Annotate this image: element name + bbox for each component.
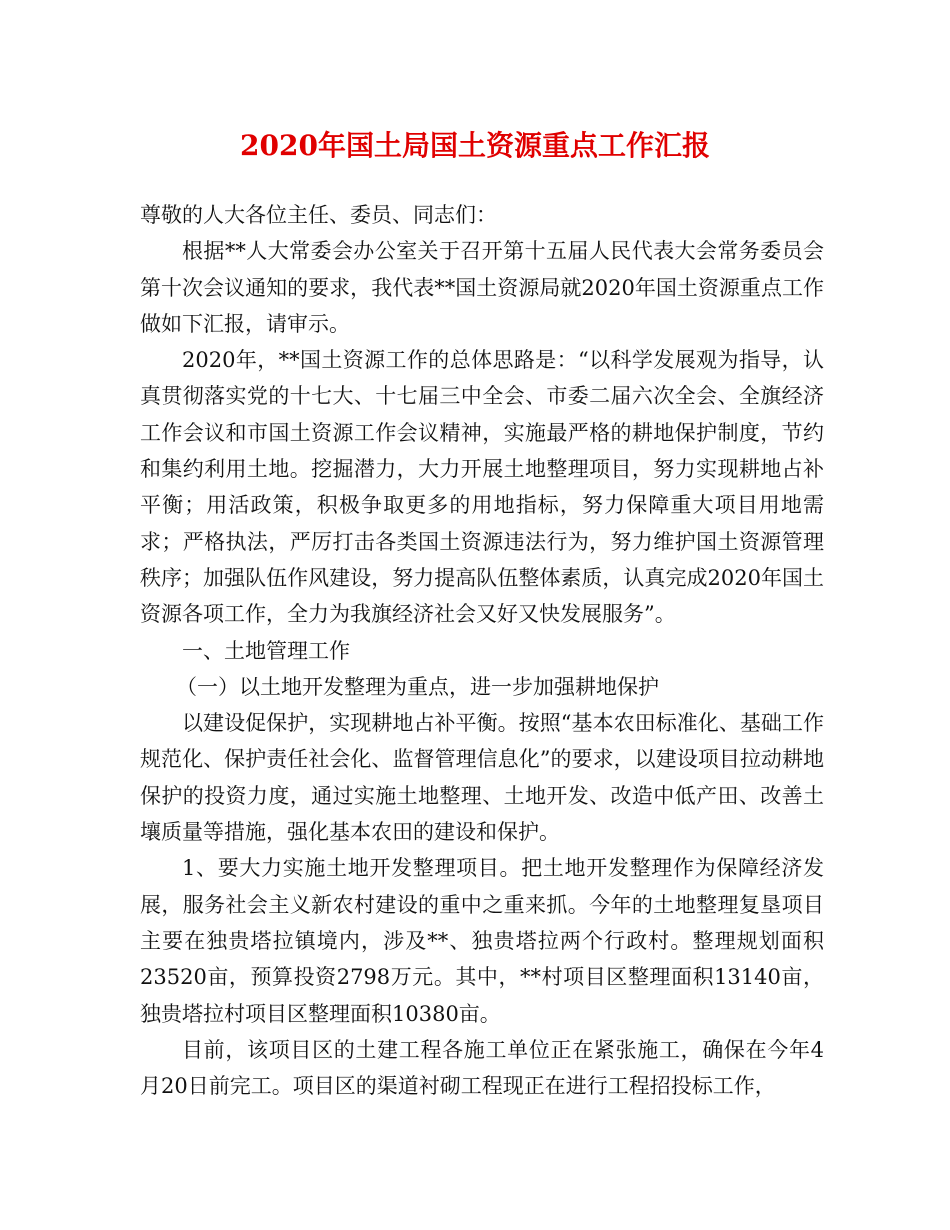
paragraph-land-project: 1、要大力实施土地开发整理项目。把土地开发整理作为保障经济发展，服务社会主义新农村建设的重中之重来抓。今年的土地整理复垦项目主要在独贵塔拉镇境内，涉及**、独贵塔拉两个行政村。整理规划面积23520亩，预算投资2798万元。其中，**村项目区整理面积13140亩，独贵塔拉村项目区整理面积10380亩。: [140, 856, 824, 1026]
document-title: 2020年国土局国土资源重点工作汇报: [240, 129, 710, 162]
subsection-heading: （一）以土地开发整理为重点，进一步加强耕地保护: [176, 674, 659, 699]
document-body: [140, 197, 824, 1104]
paragraph-intro: 根据**人大常委会办公室关于召开第十五届人民代表大会常务委员会第十次会议通知的要求，我代表**国土资源局就2020年国土资源重点工作做如下汇报，请审示。: [140, 239, 824, 336]
salutation: 尊敬的人大各位主任、委员、同志们：: [140, 203, 497, 227]
paragraph-current-status: 目前，该项目区的土建工程各施工单位正在紧张施工，确保在今年4月20日前完工。项目区的渠道衬砌工程现正在进行工程招投标工作，: [140, 1037, 824, 1099]
section-heading: 一、土地管理工作: [182, 638, 350, 663]
paragraph-protection: 以建设促保护，实现耕地占补平衡。按照“基本农田标准化、基础工作规范化、保护责任社会化、监督管理信息化”的要求，以建设项目拉动耕地保护的投资力度，通过实施土地整理、土地开发、改造中低产田、改善土壤质量等措施，强化基本农田的建设和保护。: [140, 711, 824, 845]
paragraph-general-approach: 2020年，**国土资源工作的总体思路是：“以科学发展观为指导，认真贯彻落实党的十七大、十七届三中全会、市委二届六次全会、全旗经济工作会议和市国土资源工作会议精神，实施最严格的耕地保护制度，节约和集约利用土地。挖掘潜力，大力开展土地整理项目，努力实现耕地占补平衡；用活政策，积极争取更多的用地指标，努力保障重大项目用地需求；严格执法，严厉打击各类国土资源违法行为，努力维护国土资源管理秩序；加强队伍作风建设，努力提高队伍整体素质，认真完成2020年国土资源各项工作，全力为我旗经济社会又好又快发展服务”。: [140, 348, 824, 627]
